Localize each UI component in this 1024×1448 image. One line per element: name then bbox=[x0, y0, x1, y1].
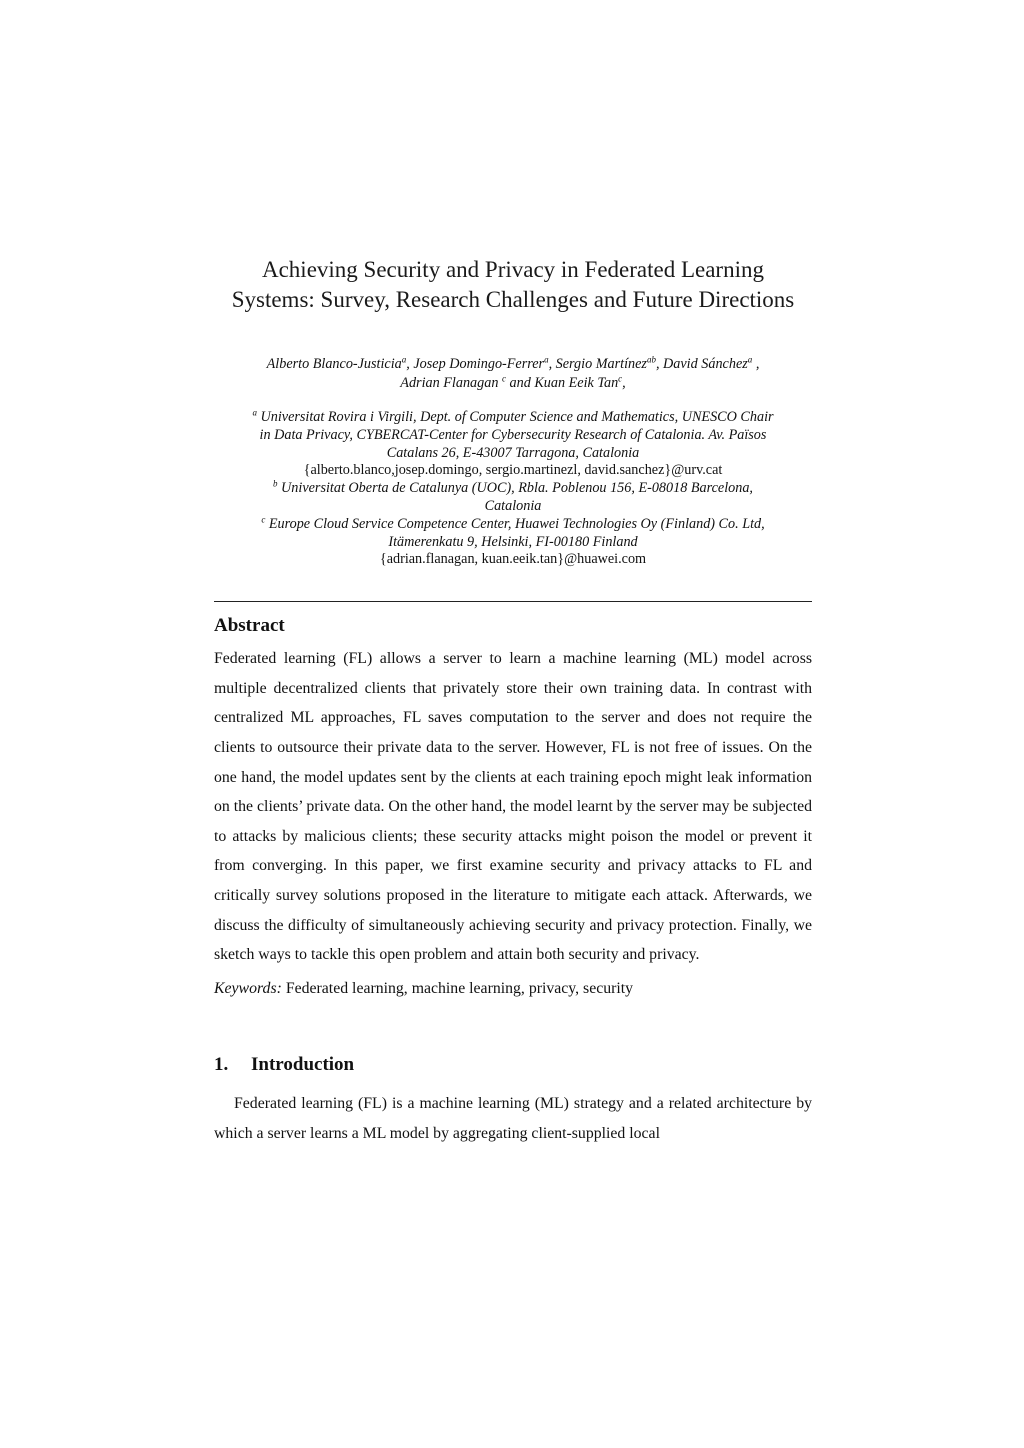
author-name: Adrian Flanagan bbox=[400, 375, 502, 391]
affiliation-c-line-1 bbox=[214, 516, 812, 534]
affiliation-b-line-1 bbox=[214, 480, 812, 498]
abstract-body: Federated learning (FL) allows a server to learn a machine learning (ML) model across multiple decentralized clients that privately store their own training data. In contrast with centralized ML approaches, FL saves computation to the server and does not require the clients to outsource their private data to the server. However, FL is not free of issues. On the one hand, the model updates sent by the clients at each training epoch might leak information on the clients’ private data. On the other hand, the model learnt by the server may be subjected to attacks by malicious clients; these security attacks might poison the model or prevent it from converging. In this paper, we first examine security and privacy attacks to FL and critically survey solutions proposed in the literature to mitigate each attack. Afterwards, we discuss the difficulty of simultaneously achieving security and privacy protection. Finally, we sketch ways to tackle this open problem and attain both security and privacy. bbox=[214, 650, 812, 964]
introduction-paragraph: Federated learning (FL) is a machine learning (ML) strategy and a related architecture by which a server learns a ML model by aggregating client-supplied local bbox=[214, 1094, 812, 1142]
author-name: and Kuan Eeik Tan bbox=[505, 375, 619, 391]
keywords-label: Keywords: bbox=[214, 979, 282, 997]
author-separator: , bbox=[752, 356, 760, 372]
affiliation-mark: a bbox=[252, 407, 257, 418]
affiliation-a-email: {alberto.blanco,josep.domingo, sergio.martinezl, david.sanchez}@urv.cat bbox=[303, 462, 723, 479]
section-number: 1. bbox=[214, 1053, 229, 1075]
title-line-2: Systems: Survey, Research Challenges and Future Directions bbox=[231, 287, 795, 312]
affiliation-text: Universitat Oberta de Catalunya (UOC), Rbla. Poblenou 156, E-08018 Barcelona, bbox=[277, 480, 753, 497]
affiliation-c-line-2: Itämerenkatu 9, Helsinki, FI-00180 Finland bbox=[388, 533, 638, 550]
author-affiliation-mark: ab bbox=[646, 354, 656, 365]
section-heading-introduction bbox=[214, 1053, 812, 1077]
affiliation-block bbox=[214, 409, 812, 569]
affiliation-a-line-2: in Data Privacy, CYBERCAT-Center for Cybersecurity Research of Catalonia. Av. Països bbox=[259, 426, 767, 443]
affiliation-a-line-3: Catalans 26, E-43007 Tarragona, Catalonia bbox=[386, 444, 640, 461]
author-affiliation-mark: a bbox=[544, 354, 549, 365]
affiliation-a-line-1 bbox=[214, 409, 812, 427]
affiliation-text: Europe Cloud Service Competence Center, Huawei Technologies Oy (Finland) Co. Ltd, bbox=[265, 515, 765, 532]
author-name: , Josep Domingo-Ferrer bbox=[406, 356, 545, 372]
affiliation-mark: c bbox=[261, 514, 266, 525]
section-divider bbox=[214, 601, 812, 602]
affiliation-mark: b bbox=[273, 478, 278, 489]
paper-title bbox=[214, 255, 812, 315]
affiliation-b-line-2: Catalonia bbox=[484, 497, 542, 514]
author-separator: , bbox=[622, 375, 626, 391]
author-name: Alberto Blanco-Justicia bbox=[266, 356, 402, 372]
title-line-1: Achieving Security and Privacy in Federated Learning bbox=[261, 257, 764, 282]
paper-page bbox=[214, 255, 812, 1149]
section-title: Introduction bbox=[251, 1053, 355, 1075]
author-name: , David Sánchez bbox=[655, 356, 748, 372]
author-name: , Sergio Martínez bbox=[548, 356, 647, 372]
author-affiliation-mark: c bbox=[501, 373, 506, 384]
author-affiliation-mark: a bbox=[401, 354, 407, 365]
author-affiliation-mark: c bbox=[618, 373, 623, 384]
affiliation-text: Universitat Rovira i Virgili, Dept. of Computer Science and Mathematics, UNESCO Chair bbox=[256, 409, 774, 425]
abstract-heading: Abstract bbox=[214, 615, 285, 637]
affiliation-c-email: {adrian.flanagan, kuan.eeik.tan}@huawei.com bbox=[379, 551, 647, 568]
author-list bbox=[214, 355, 812, 393]
keywords-value: Federated learning, machine learning, privacy, security bbox=[281, 979, 634, 997]
author-affiliation-mark: a bbox=[747, 354, 753, 365]
keywords-line bbox=[214, 977, 812, 1001]
